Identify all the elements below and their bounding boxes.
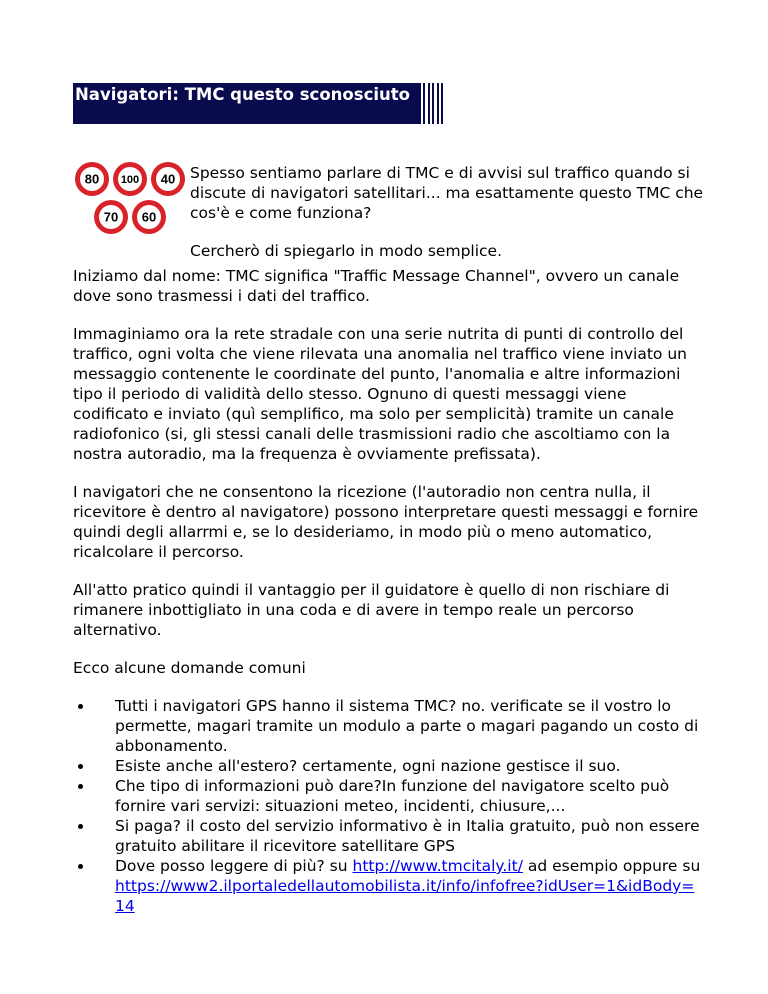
faq-read-more-prefix: Dove posso leggere di più? su bbox=[115, 857, 353, 875]
intro-text bbox=[190, 163, 720, 279]
speed-sign-100-label: 100 bbox=[120, 174, 140, 186]
tmcitaly-link[interactable]: http://www.tmcitaly.it/ bbox=[352, 857, 523, 875]
speed-limit-signs-image bbox=[73, 158, 187, 238]
title-bar bbox=[73, 83, 443, 124]
faq-item-tmc-availability: Tutti i navigatori GPS hanno il sistema TMC? no. verificate se il vostro lo permette, magari tramite un modulo a parte o magari pagando un costo di abbonamento. bbox=[115, 696, 701, 756]
faq-item-cost: Si paga? il costo del servizio informativo è in Italia gratuito, può non essere gratuito abilitare il ricevitore satellitare GPS bbox=[115, 817, 700, 855]
intro-paragraph-2: Cercherò di spiegarlo in modo semplice. bbox=[190, 242, 503, 260]
faq-item-read-more bbox=[115, 856, 701, 916]
speed-sign-40-label: 40 bbox=[160, 171, 176, 187]
faq-item-information-types: Che tipo di informazioni può dare?In funzione del navigatore scelto può fornire vari servizi: situazioni meteo, incidenti, chiusure,... bbox=[115, 776, 701, 816]
speed-sign-40 bbox=[151, 162, 185, 196]
speed-sign-80 bbox=[75, 162, 109, 196]
speed-sign-60-label: 60 bbox=[141, 209, 157, 225]
article-body bbox=[73, 266, 701, 916]
speed-sign-70 bbox=[94, 200, 128, 234]
intro-paragraph-1: Spesso sentiamo parlare di TMC e di avvisi sul traffico quando si discute di navigatori satellitari... ma esattamente questo TMC che cos'è e come funziona? bbox=[190, 164, 704, 222]
faq-read-more-middle: ad esempio oppure su bbox=[522, 857, 701, 875]
faq-list bbox=[73, 696, 701, 916]
speed-sign-100 bbox=[113, 162, 147, 196]
speed-sign-70-label: 70 bbox=[103, 209, 119, 225]
speed-sign-80-label: 80 bbox=[84, 171, 100, 187]
faq-item-abroad: Esiste anche all'estero? certamente, ogni nazione gestisce il suo. bbox=[115, 756, 701, 776]
portale-automobilista-link[interactable]: https://www2.ilportaledellautomobilista.it/info/infofree?idUser=1&idBody=14 bbox=[115, 877, 695, 915]
speed-sign-60 bbox=[132, 200, 166, 234]
paragraph-how-it-works: Immaginiamo ora la rete stradale con una serie nutrita di punti di controllo del traffico, ogni volta che viene rilevata una anomalia nel traffico viene inviato un messaggio contenente le coordinate del punto, l'anomalia e altre informazioni tipo il periodo di validità dello stesso. Ognuno di questi messaggi viene codificato e inviato (quì semplifico, ma solo per semplicità) tramite un canale radiofonico (si, gli stessi canali delle trasmissioni radio che ascoltiamo con la nostra autoradio, ma la frequenza è ovviamente prefissata). bbox=[73, 325, 687, 463]
paragraph-name-meaning: Iniziamo dal nome: TMC significa "Traffic Message Channel", ovvero un canale dove sono trasmessi i dati del traffico. bbox=[73, 267, 680, 305]
paragraph-navigators: I navigatori che ne consentono la ricezione (l'autoradio non centra nulla, il ricevitore è dentro al navigatore) possono interpretare questi messaggi e fornire quindi degli allarrmi e, se lo desideriamo, in modo più o meno automatico, ricalcolare il percorso. bbox=[73, 483, 699, 561]
paragraph-faq-intro: Ecco alcune domande comuni bbox=[73, 659, 306, 677]
paragraph-advantage: All'atto pratico quindi il vantaggio per il guidatore è quello di non rischiare di rimanere inbottigliato in una coda e di avere in tempo reale un percorso alternativo. bbox=[73, 581, 670, 639]
title-stripes bbox=[421, 83, 441, 124]
page-title: Navigatori: TMC questo sconosciuto bbox=[75, 85, 410, 104]
